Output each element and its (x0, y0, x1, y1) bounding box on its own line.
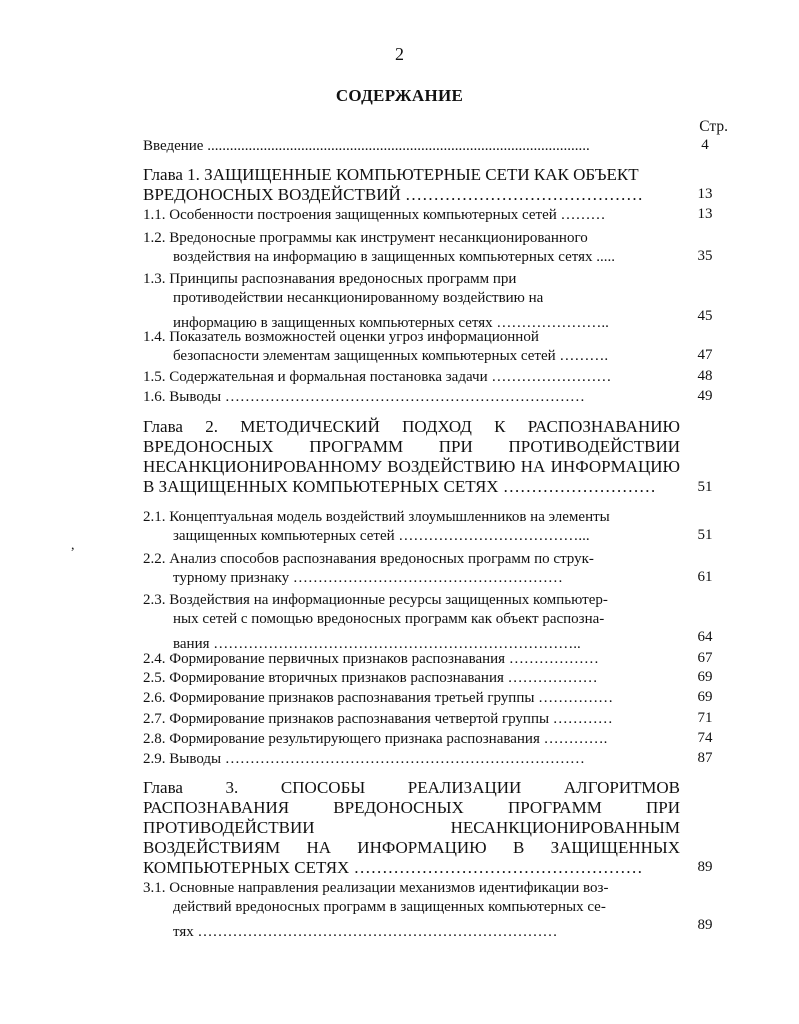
toc-page-number: 45 (697, 308, 713, 324)
toc-page-number: 13 (697, 206, 713, 222)
toc-entry-line: Введение ...................................................................................................... (143, 138, 590, 154)
toc-entry-1-2 (143, 229, 686, 273)
toc-page-number: 67 (697, 650, 713, 666)
toc-chapter-3 (143, 778, 680, 878)
toc-entry-line: безопасности элементам защищенных компьютерных сетей ………. (173, 348, 609, 364)
toc-entry-line: 1.4. Показатель возможностей оценки угроз информационной (143, 329, 539, 345)
toc-page-number: 71 (697, 710, 713, 726)
toc-page-number: 87 (697, 750, 713, 766)
toc-entry-line: 1.2. Вредоносные программы как инструмент несанкционированного (143, 230, 588, 246)
toc-entry-line: Глава 1. ЗАЩИЩЕННЫЕ КОМПЬЮТЕРНЫЕ СЕТИ КАК ОБЪЕКТ (143, 165, 639, 184)
toc-entry-line: 2.4. Формирование первичных признаков распознавания ……………… (143, 651, 599, 667)
toc-entry-intro (143, 137, 686, 162)
toc-entry-line: 2.6. Формирование признаков распознавания третьей группы …………… (143, 690, 614, 706)
toc-entry-line: 2.8. Формирование результирующего признака распознавания …………. (143, 731, 608, 747)
toc-page-number: 13 (697, 186, 713, 202)
toc-entry-line: информацию в защищенных компьютерных сетях ………………….. (173, 315, 609, 331)
toc-chapter-2 (143, 417, 680, 497)
toc-entry-1-1 (143, 206, 686, 231)
toc-entry-line: 2.9. Выводы ……………………………………………………………… (143, 751, 585, 767)
toc-page-number: 35 (697, 248, 713, 264)
toc-entry-line: В ЗАЩИЩЕННЫХ КОМПЬЮТЕРНЫХ СЕТЯХ ……………………… (143, 477, 656, 496)
toc-page-number: 4 (701, 137, 709, 153)
toc-entry-line: 2.5. Формирование вторичных признаков распознавания ……………… (143, 670, 598, 686)
toc-entry-line: 1.5. Содержательная и формальная постановка задачи …………………… (143, 369, 612, 385)
toc-entry-1-6 (143, 388, 686, 413)
toc-entry-line: 3.1. Основные направления реализации механизмов идентификации воз- (143, 880, 609, 896)
toc-entry-line: защищенных компьютерных сетей ………………………………... (173, 528, 590, 544)
toc-page-number: 89 (697, 917, 713, 933)
toc-entry-line: 2.3. Воздействия на информационные ресурсы защищенных компьютер- (143, 592, 608, 608)
toc-entry-line: НЕСАНКЦИОНИРОВАННОМУ ВОЗДЕЙСТВИЮ НА ИНФОРМАЦИЮ (143, 457, 680, 476)
toc-page-number: 47 (697, 347, 713, 363)
toc-entry-line: 1.3. Принципы распознавания вредоносных программ при (143, 271, 517, 287)
toc-entry-line: противодействии несанкционированному воздействию на (173, 290, 544, 306)
toc-entry-3-1 (143, 879, 686, 948)
toc-page-number: 51 (697, 479, 713, 495)
toc-entry-line: ВРЕДОНОСНЫХ ВОЗДЕЙСТВИЙ …………………………………… (143, 185, 643, 204)
toc-entry-line: ПРОТИВОДЕЙСТВИИ НЕСАНКЦИОНИРОВАННЫМ (143, 818, 680, 837)
toc-entry-line: воздействия на информацию в защищенных компьютерных сетях ..... (173, 249, 615, 265)
toc-page-number: 61 (697, 569, 713, 585)
toc-page-number: 48 (697, 368, 713, 384)
toc-entry-line: 1.6. Выводы ……………………………………………………………… (143, 389, 585, 405)
toc-entry-line: ВОЗДЕЙСТВИЯМ НА ИНФОРМАЦИЮ В ЗАЩИЩЕННЫХ (143, 838, 680, 857)
toc-entry-line: вания ……………………………………………………………….. (173, 636, 581, 652)
toc-entry-line: ВРЕДОНОСНЫХ ПРОГРАММ ПРИ ПРОТИВОДЕЙСТВИИ (143, 437, 680, 456)
toc-page-number: 74 (697, 730, 713, 746)
toc-entry-2-9 (143, 750, 686, 775)
toc-entry-line: Глава 2. МЕТОДИЧЕСКИЙ ПОДХОД К РАСПОЗНАВАНИЮ (143, 417, 680, 436)
toc-entry-line: ных сетей с помощью вредоносных программ как объект распозна- (173, 611, 605, 627)
toc-entry-line: 2.7. Формирование признаков распознавания четвертой группы ………… (143, 711, 613, 727)
toc-entry-line: РАСПОЗНАВАНИЯ ВРЕДОНОСНЫХ ПРОГРАММ ПРИ (143, 798, 680, 817)
stray-mark: , (71, 538, 75, 553)
toc-page-number: 69 (697, 669, 713, 685)
toc-entry-2-2 (143, 550, 686, 594)
toc-entry-line: турному признаку ……………………………………………… (173, 570, 563, 586)
toc-page-number: 89 (697, 859, 713, 875)
toc-page-number: 64 (697, 629, 713, 645)
toc-entry-1-4 (143, 328, 686, 372)
page-title: СОДЕРЖАНИЕ (335, 86, 464, 105)
toc-page-number: 69 (697, 689, 713, 705)
toc-entry-line: действий вредоносных программ в защищенных компьютерных се- (173, 899, 606, 915)
toc-page-number: 49 (697, 388, 713, 404)
toc-entry-line: 1.1. Особенности построения защищенных компьютерных сетей ……… (143, 207, 606, 223)
toc-entry-line: 2.2. Анализ способов распознавания вредоносных программ по струк- (143, 551, 594, 567)
page-column-label: Стр. (699, 118, 728, 135)
toc-entry-line: 2.1. Концептуальная модель воздействий злоумышленников на элементы (143, 509, 610, 525)
toc-entry-2-1 (143, 508, 686, 552)
toc-entry-line: тях ……………………………………………………………… (173, 924, 558, 940)
toc-entry-line: КОМПЬЮТЕРНЫХ СЕТЯХ …………………………………………… (143, 858, 643, 877)
toc-entry-line: Глава 3. СПОСОБЫ РЕАЛИЗАЦИИ АЛГОРИТМОВ (143, 778, 680, 797)
toc-page-number: 51 (697, 527, 713, 543)
page-number: 2 (395, 44, 404, 64)
toc-chapter-1 (143, 165, 680, 205)
